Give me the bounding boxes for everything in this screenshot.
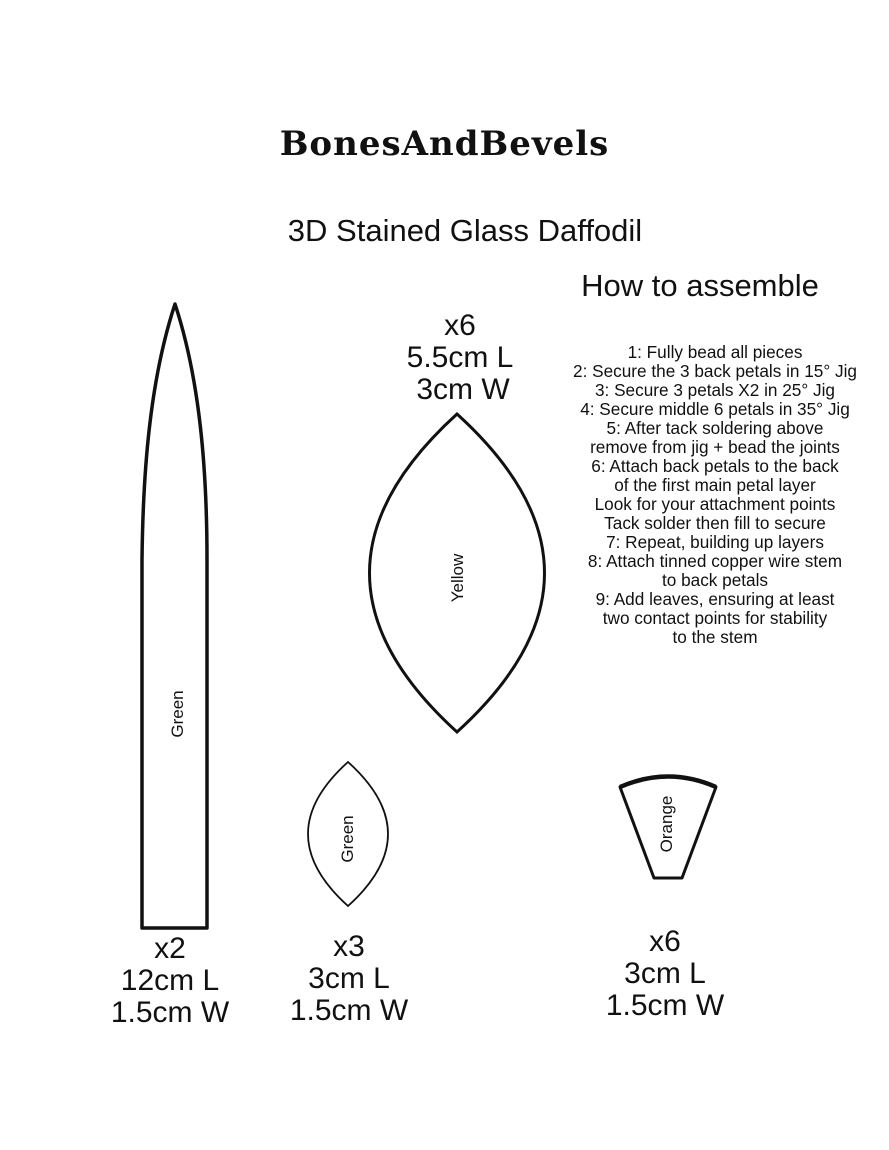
leaf-length: 12cm L — [120, 964, 220, 997]
instruction-line: 2: Secure the 3 back petals in 15° Jig — [573, 361, 857, 381]
instruction-line: 1: Fully bead all pieces — [627, 342, 803, 362]
small-petal-dimensions — [274, 931, 424, 1027]
small-petal-width: 1.5cm W — [289, 994, 409, 1027]
leaf-dimensions — [95, 933, 245, 1029]
leaf-color-label: Green — [168, 690, 187, 738]
instruction-line: 7: Repeat, building up layers — [606, 532, 824, 552]
instruction-line: 3: Secure 3 petals X2 in 25° Jig — [594, 380, 835, 400]
leaf-width: 1.5cm W — [110, 996, 230, 1029]
instruction-line: remove from jig + bead the joints — [590, 437, 840, 457]
instruction-line: 9: Add leaves, ensuring at least — [595, 589, 835, 609]
small-petal-length: 3cm L — [308, 962, 390, 995]
instruction-line: 6: Attach back petals to the back — [591, 456, 839, 476]
small-petal-quantity: x3 — [333, 930, 365, 963]
page-title: 3D Stained Glass Daffodil — [287, 213, 643, 248]
trumpet-quantity: x6 — [649, 925, 681, 958]
petal-quantity: x6 — [444, 309, 476, 342]
petal-color-label: Yellow — [448, 553, 467, 603]
instructions-heading: How to assemble — [581, 268, 819, 303]
small-petal-color-label: Green — [338, 815, 357, 863]
trumpet-width: 1.5cm W — [605, 989, 725, 1022]
instruction-line: to back petals — [661, 570, 769, 590]
leaf-pattern-piece — [142, 304, 207, 928]
petal-dimensions — [380, 310, 540, 406]
trumpet-color-label: Orange — [657, 795, 676, 853]
trumpet-length: 3cm L — [624, 957, 706, 990]
instruction-line: Tack solder then fill to secure — [604, 513, 826, 533]
instruction-line: 8: Attach tinned copper wire stem — [587, 551, 843, 571]
petal-length: 5.5cm L — [406, 341, 514, 374]
instruction-line: 5: After tack soldering above — [606, 418, 824, 438]
instruction-line: of the first main petal layer — [614, 475, 816, 495]
instruction-line: two contact points for stability — [602, 608, 828, 628]
brand-logo: BonesAndBevels — [279, 124, 610, 164]
leaf-quantity: x2 — [154, 932, 186, 965]
petal-width: 3cm W — [416, 373, 510, 406]
trumpet-dimensions — [590, 926, 740, 1022]
instruction-line: 4: Secure middle 6 petals in 35° Jig — [580, 399, 850, 419]
instruction-line: to the stem — [672, 627, 758, 647]
instruction-line: Look for your attachment points — [594, 494, 836, 514]
